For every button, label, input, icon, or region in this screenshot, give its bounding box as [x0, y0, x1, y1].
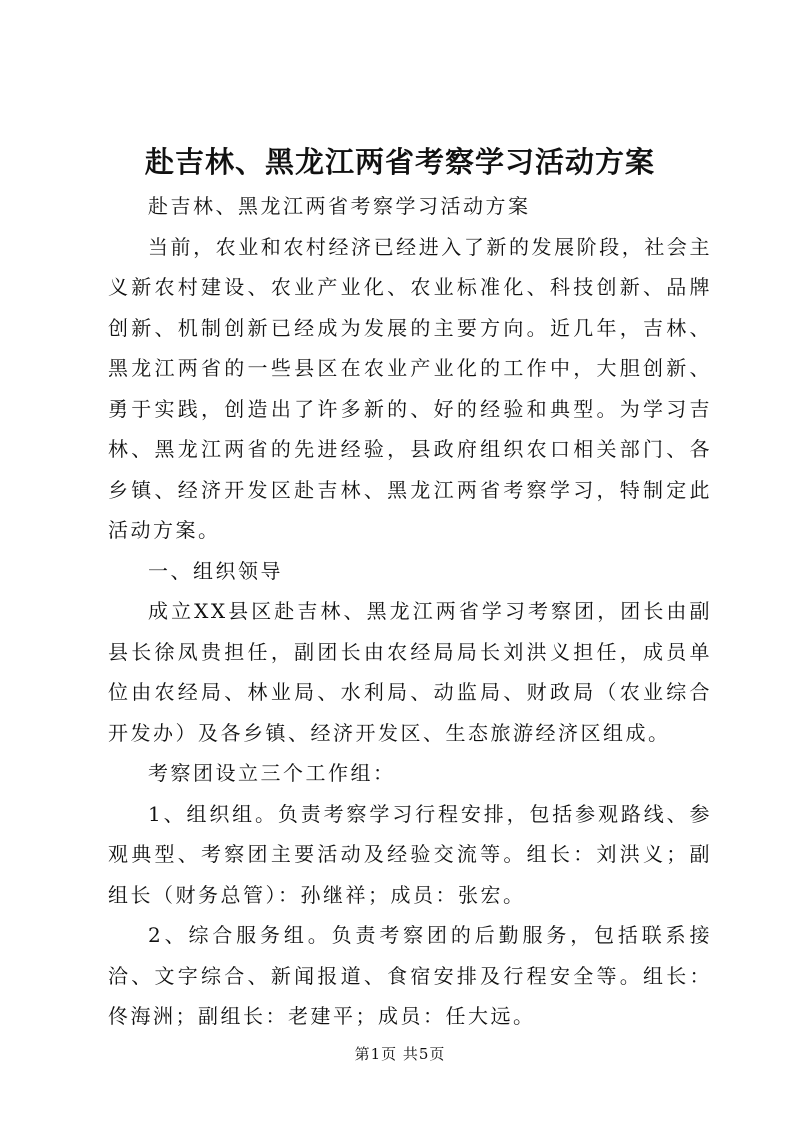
- page-footer: 第1页 共5页: [354, 1045, 446, 1063]
- group-2-paragraph: 2、综合服务组。负责考察团的后勤服务，包括联系接洽、文字综合、新闻报道、食宿安排及行程安全等。组长：佟海洲；副组长：老建平；成员：任大远。: [108, 923, 712, 1028]
- working-groups-intro: 考察团设立三个工作组：: [148, 761, 396, 785]
- section-heading: 一、组织领导: [148, 558, 283, 583]
- document-title: 赴吉林、黑龙江两省考察学习活动方案: [144, 145, 655, 179]
- subtitle-paragraph: 赴吉林、黑龙江两省考察学习活动方案: [148, 194, 531, 218]
- organization-paragraph: 成立XX县区赴吉林、黑龙江两省学习考察团，团长由副县长徐凤贵担任，副团长由农经局局长刘洪义担任，成员单位由农经局、林业局、水利局、动监局、财政局（农业综合开发办）及各乡镇、经济开发区、生态旅游经济区组成。: [108, 599, 712, 745]
- intro-paragraph: 当前，农业和农村经济已经进入了新的发展阶段，社会主义新农村建设、农业产业化、农业标准化、科技创新、品牌创新、机制创新已经成为发展的主要方向。近几年，吉林、黑龙江两省的一些县区在农业产业化的工作中，大胆创新、勇于实践，创造出了许多新的、好的经验和典型。为学习吉林、黑龙江两省的先进经验，县政府组织农口相关部门、各乡镇、经济开发区赴吉林、黑龙江两省考察学习，特制定此活动方案。: [108, 234, 712, 542]
- document-body: [108, 186, 712, 1037]
- group-1-paragraph: 1、组织组。负责考察学习行程安排，包括参观路线、参观典型、考察团主要活动及经验交流等。组长：刘洪义；副组长（财务总管）：孙继祥；成员：张宏。: [108, 801, 712, 907]
